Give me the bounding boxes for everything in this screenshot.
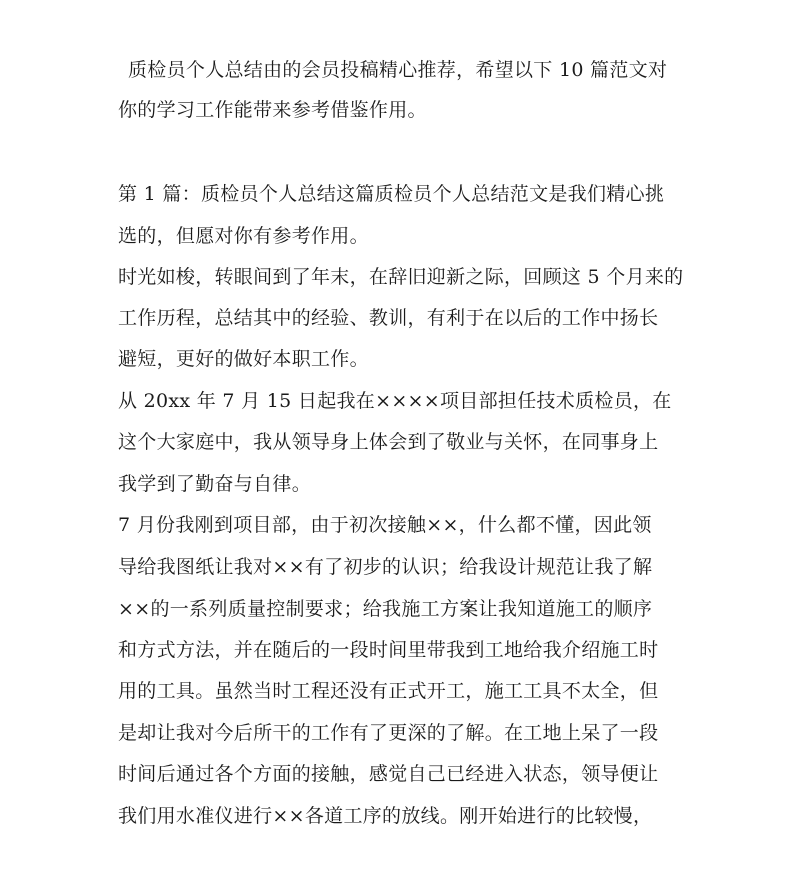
paragraph-3-line-1: 7 月份我刚到项目部，由于初次接触××，什么都不懂，因此领 — [118, 514, 652, 536]
paragraph-3-line-2: 导给我图纸让我对××有了初步的认识；给我设计规范让我了解 — [118, 556, 653, 578]
paragraph-3-line-8: 我们用水准仪进行××各道工序的放线。刚开始进行的比较慢， — [118, 805, 653, 827]
paragraph-2-line-2: 这个大家庭中，我从领导身上体会到了敬业与关怀，在同事身上 — [118, 431, 659, 453]
intro-line-1: 质检员个人总结由的会员投稿精心推荐，希望以下 10 篇范文对 — [128, 59, 668, 81]
paragraph-1-line-3: 避短，更好的做好本职工作。 — [118, 348, 369, 370]
paragraph-3-line-4: 和方式方法，并在随后的一段时间里带我到工地给我介绍施工时 — [118, 639, 659, 661]
intro-line-2: 你的学习工作能带来参考借鉴作用。 — [118, 99, 427, 121]
paragraph-3-line-3: ××的一系列质量控制要求；给我施工方案让我知道施工的顺序 — [118, 598, 653, 620]
paragraph-3-line-7: 时间后通过各个方面的接触，感觉自己已经进入状态，领导便让 — [118, 763, 659, 785]
paragraph-3-line-5: 用的工具。虽然当时工程还没有正式开工，施工工具不太全，但 — [118, 680, 659, 702]
paragraph-2-line-1: 从 20xx 年 7 月 15 日起我在××××项目部担任技术质检员，在 — [118, 390, 672, 412]
section-heading-line-1: 第 1 篇：质检员个人总结这篇质检员个人总结范文是我们精心挑 — [118, 183, 665, 205]
paragraph-2-line-3: 我学到了勤奋与自律。 — [118, 473, 312, 495]
paragraph-1-line-2: 工作历程，总结其中的经验、教训，有利于在以后的工作中扬长 — [118, 307, 659, 329]
paragraph-1-line-1: 时光如梭，转眼间到了年末，在辞旧迎新之际，回顾这 5 个月来的 — [118, 266, 684, 288]
section-heading-line-2: 选的，但愿对你有参考作用。 — [118, 225, 369, 247]
paragraph-3-line-6: 是却让我对今后所干的工作有了更深的了解。在工地上呆了一段 — [118, 722, 659, 744]
